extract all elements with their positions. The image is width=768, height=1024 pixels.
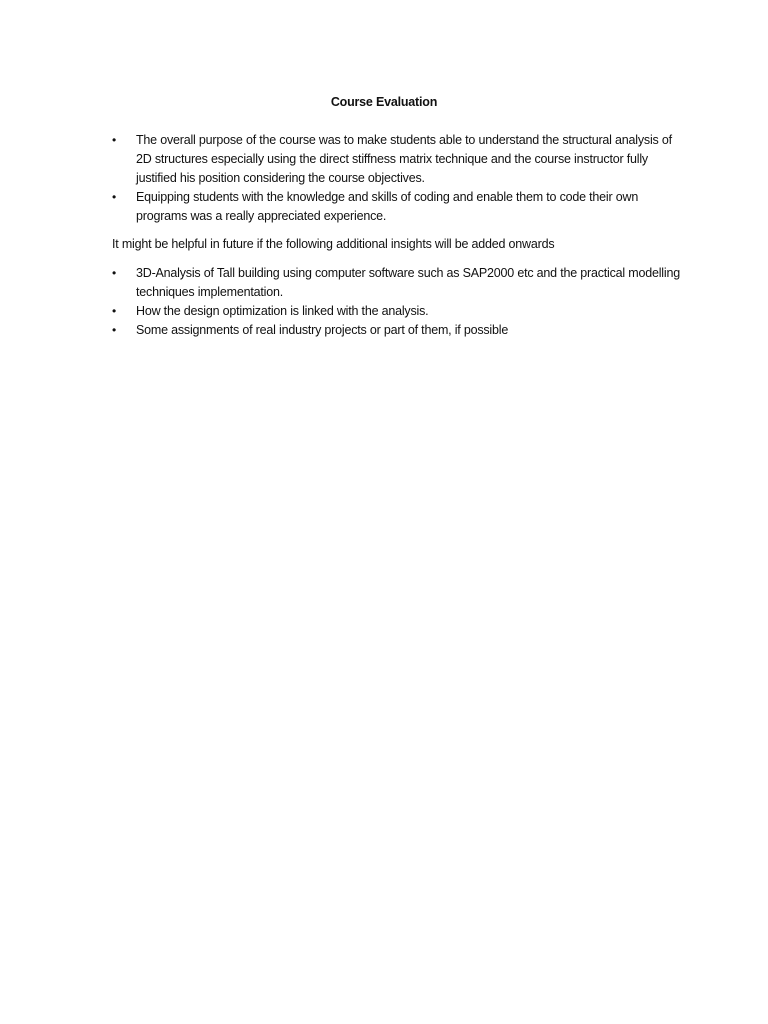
list-item-text: Some assignments of real industry projects or part of them, if possible bbox=[136, 323, 509, 337]
bullet-icon: • bbox=[112, 190, 117, 204]
list-item-text: How the design optimization is linked with the analysis. bbox=[136, 304, 429, 318]
evaluation-list bbox=[112, 131, 682, 226]
list-item-text: Equipping students with the knowledge and skills of coding and enable them to code their own programs was a really appreciated experience. bbox=[136, 190, 639, 223]
suggestions-list bbox=[112, 264, 682, 340]
bullet-icon: • bbox=[112, 304, 117, 318]
list-item-text: The overall purpose of the course was to make students able to understand the structural analysis of 2D structures especially using the direct stiffness matrix technique and the course instructor fully justified his position considering the course objectives. bbox=[136, 133, 672, 185]
bullet-icon: • bbox=[112, 266, 117, 280]
list-item bbox=[112, 302, 682, 321]
list-item bbox=[112, 321, 682, 340]
bullet-icon: • bbox=[112, 323, 117, 337]
list-item bbox=[112, 188, 682, 226]
list-item-text: 3D-Analysis of Tall building using computer software such as SAP2000 etc and the practical modelling techniques implementation. bbox=[136, 266, 680, 299]
list-item bbox=[112, 264, 682, 302]
suggestions-intro: It might be helpful in future if the following additional insights will be added onwards bbox=[112, 237, 555, 251]
document-title: Course Evaluation bbox=[330, 95, 438, 109]
bullet-icon: • bbox=[112, 133, 117, 147]
list-item bbox=[112, 131, 682, 188]
